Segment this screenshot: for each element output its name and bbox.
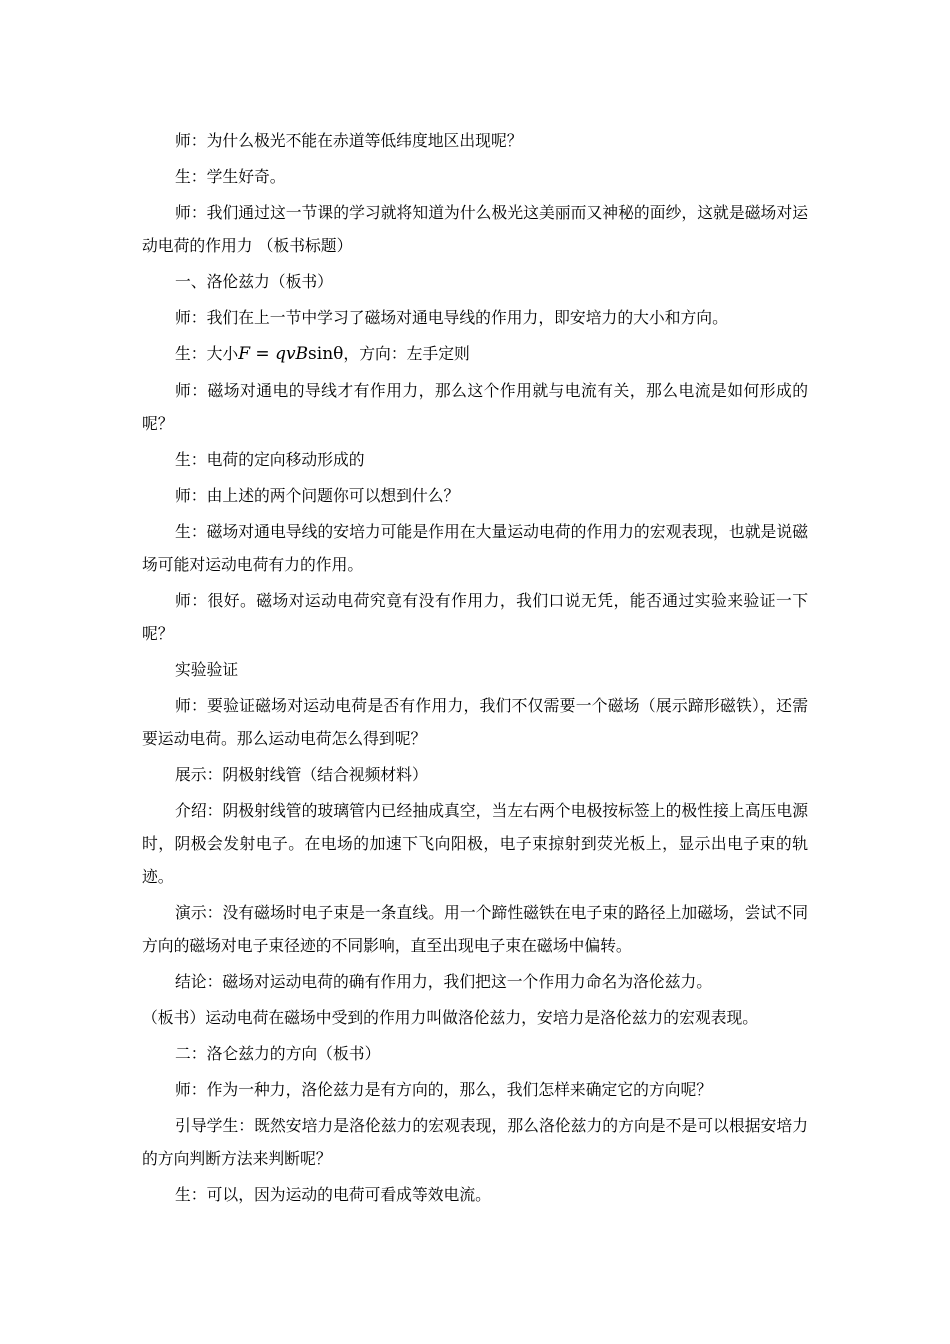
formula-suffix: ，方向：左手定则 xyxy=(343,344,470,363)
paragraph-21: 引导学生：既然安培力是洛伦兹力的宏观表现，那么洛伦兹力的方向是不是可以根据安培力的方向判断方法来判断呢？ xyxy=(142,1116,808,1168)
formula-equals: = xyxy=(250,344,276,364)
paragraph-14: 展示：阴极射线管（结合视频材料） xyxy=(175,765,428,784)
paragraph-16: 演示：没有磁场时电子束是一条直线。用一个蹄性磁铁在电子束的路径上加磁场，尝试不同方向的磁场对电子束径迹的不同影响，直至出现电子束在磁场中偏转。 xyxy=(142,903,808,955)
paragraph-9: 师：由上述的两个问题你可以想到什么？ xyxy=(175,486,460,505)
paragraph-3: 师：我们通过这一节课的学习就将知道为什么极光这美丽而又神秘的面纱，这就是磁场对运动电荷的作用力 （板书标题） xyxy=(142,203,808,255)
experiment-heading: 实验验证 xyxy=(175,660,239,679)
paragraph-11: 师：很好。磁场对运动电荷究竟有没有作用力，我们口说无凭，能否通过实验来验证一下呢？ xyxy=(142,591,808,643)
formula-sin: sin xyxy=(308,344,334,364)
paragraph-7: 师：磁场对通电的导线才有作用力，那么这个作用就与电流有关，那么电流是如何形成的呢？ xyxy=(142,381,808,433)
paragraph-15: 介绍：阴极射线管的玻璃管内已经抽成真空，当左右两个电极按标签上的极性接上高压电源时，阴极会发射电子。在电场的加速下飞向阳极，电子束掠射到荧光板上，显示出电子束的轨迹。 xyxy=(142,801,808,886)
paragraph-10: 生：磁场对通电导线的安培力可能是作用在大量运动电荷的作用力的宏观表现，也就是说磁场可能对运动电荷有力的作用。 xyxy=(142,522,808,574)
formula-rhs: qvB xyxy=(275,344,309,364)
formula-theta: θ xyxy=(333,344,344,364)
formula-lhs: F xyxy=(238,344,250,364)
board-definition: （板书）运动电荷在磁场中受到的作用力叫做洛伦兹力，安培力是洛伦兹力的宏观表现。 xyxy=(142,1008,759,1027)
section-heading-lorentz-force: 一、洛伦兹力（板书） xyxy=(175,272,333,291)
paragraph-22: 生：可以，因为运动的电荷可看成等效电流。 xyxy=(175,1185,491,1204)
paragraph-2: 生：学生好奇。 xyxy=(175,167,286,186)
paragraph-1: 师：为什么极光不能在赤道等低纬度地区出现呢？ xyxy=(175,131,523,150)
formula-paragraph xyxy=(142,337,808,371)
formula-prefix: 生：大小 xyxy=(175,344,239,363)
paragraph-13: 师：要验证磁场对运动电荷是否有作用力，我们不仅需要一个磁场（展示蹄形磁铁），还需要运动电荷。那么运动电荷怎么得到呢？ xyxy=(142,696,808,748)
paragraph-17: 结论：磁场对运动电荷的确有作用力，我们把这一个作用力命名为洛伦兹力。 xyxy=(175,972,713,991)
lorentz-force-formula xyxy=(238,344,343,364)
paragraph-8: 生：电荷的定向移动形成的 xyxy=(175,450,365,469)
paragraph-5: 师：我们在上一节中学习了磁场对通电导线的作用力，即安培力的大小和方向。 xyxy=(175,308,728,327)
paragraph-20: 师：作为一种力，洛伦兹力是有方向的，那么，我们怎样来确定它的方向呢？ xyxy=(175,1080,713,1099)
section-heading-direction: 二：洛仑兹力的方向（板书） xyxy=(175,1044,381,1063)
